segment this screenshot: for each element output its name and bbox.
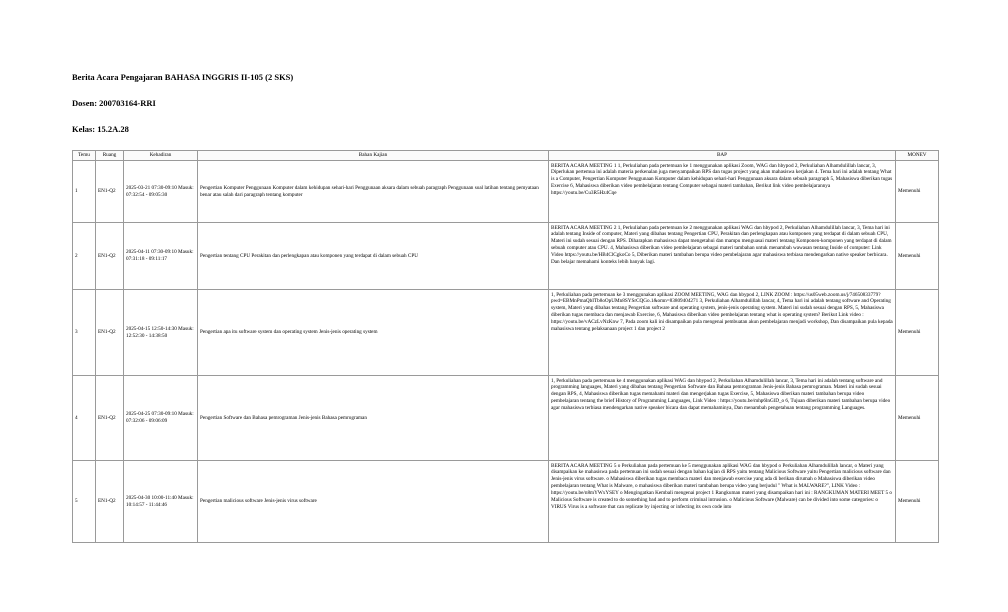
- cell-temu: 2: [73, 223, 96, 290]
- cell-monev: Memenuhi: [896, 290, 939, 376]
- column-header-kehadiran: Kehadiran: [124, 151, 198, 161]
- cell-temu: 5: [73, 461, 96, 543]
- cell-bahan-kajian: Pengertian Software dan Bahasa pemrograman Jenis-jenis Bahasa pemrograman: [198, 376, 549, 461]
- cell-bahan-kajian: Pengertian apa itu software system dan operating system Jenis-jenis operating system: [198, 290, 549, 376]
- cell-ruang: EN1-Q2: [96, 290, 124, 376]
- cell-monev: Memenuhi: [896, 461, 939, 543]
- table-row: [73, 161, 939, 223]
- cell-monev: Memenuhi: [896, 161, 939, 223]
- column-header-bahan-kajian: Bahan Kajian: [198, 151, 549, 161]
- cell-bap: 1, Perkuliahan pada pertemuan ke 3 menggunakan aplikasi ZOOM MEETING, WAG dan hbypod 2, LINK ZOOM : https://us05web.zoom.us/j/74650833779?pwd=EBMnPmaQbITb8oOpUMn8SYSrCQGo.1&omn=83809404271 3, Perkuliahan Alhamdulillah lancar, 4, Tema hari ini adalah tentang software and Operating system, Materi yang dibahas tentang Pengertian software and operating system, jenis-jenis operating system. Materi ini sudah sesuai dengan RPS, 5, Mahasiswa diberikan tugas membaca dan menjawab Exercise, 6, Mahasiswa diberikan video pembelajaran tentang what is operating system? Berikut Link video : https://youtu.be/vACzLvNzKnw 7, Pada zoom kali ini disampaikan pula mengenai pembuatan akun pembelajaran menjadi workshop, Dan disampaikan pula kepada mahasiswa tentang pelaksanaan project 1 dan project 2: [549, 290, 896, 376]
- cell-ruang: EN1-Q2: [96, 461, 124, 543]
- lecturer-label: Dosen: 200703164-RRI: [72, 98, 156, 108]
- cell-ruang: EN1-Q2: [96, 161, 124, 223]
- cell-bap: BERITA ACARA MEETING 2 1, Perkuliahan pada pertemuan ke 2 menggunakan aplikasi WAG dan hbypod 2, Perkuliahan Alhamdulillah lancar, 3, Tema hari ini adalah tentang Inside of computer, Materi yang dibahas tentang Pengertian CPU, Perakitan dan perlengkapan atau komponen yang terdapat di dalam sebuah CPU, Materi ini sudah sesuai dengan RPS. Diharapkan mahasiswa dapat mengetahui dan mampu menguasai materi tentang Komponen-komponen yang terdapat di dalam sebuah computer atau CPU. 4, Mahasiswa diberikan video pembelajaran sebagai materi tambahan untuk menambah wawasan tentang Inside of computer: Link Video https://youtu.be/HB4ClCgkoCo 5, Diberikan materi tambahan berupa video pembelajaran agar mahasiswa terbiasa mendengarkan native speaker berbicara. Dan belajar memahami konteks lebih banyak lagi.: [549, 223, 896, 290]
- cell-bap: 1, Perkuliahan pada pertemuan ke 4 menggunakan aplikasi WAG dan hbypod 2, Perkuliahan Alhamdulillah lancar, 3, Tema hari ini adalah tentang software and programming languages, Materi yang dibahas tentang Pengertian Software dan Bahasa pemrograman Jenis-jenis Bahasa pemrograman. Materi ini sudah sesuai dengan RPS, 4, Mahasiswa diberikan tugas memahami materi dan mengerjakan tugas Exercise, 5, Mahasiswa diberikan materi tambahan berupa video pembelajaran tentang the brief History of Programming Languages, Link Video : https://youtu.be/mhp6lnGlD_o 6, Tujuan diberikan materi tambahan berupa video agar mahasiswa terbiasa mendengarkan native speaker bicara dan dapat memahaminya, Dan menambah pengetahuan tentang programming Languages.: [549, 376, 896, 461]
- table-row: [73, 376, 939, 461]
- column-header-temu: Temu: [73, 151, 96, 161]
- cell-monev: Memenuhi: [896, 376, 939, 461]
- column-header-monev: MONEV: [896, 151, 939, 161]
- table-header-row: [73, 151, 939, 161]
- cell-kehadiran: 2025-04-11 07:30-09:10 Masuk: 07:31:18 - 09:11:17: [124, 223, 198, 290]
- document-title: Berita Acara Pengajaran BAHASA INGGRIS II-105 (2 SKS): [72, 72, 294, 82]
- cell-bap: BERITA ACARA MEETING 1 1, Perkuliahan pada pertemuan ke 1 menggunakan aplikasi Zoom, WAG dan hbypod 2, Perkuliahan Alhamdulillah lancar, 3, Diperlukan pertemua ini adalah materia perkenalan juga menyampaikan RPS dan tugas project yang akan mahasiswa kerjakan 4. Tema hari ini adalah tentang What is a Computer, Pengertian Komputer Penggunaan Komputer dalam kehidupan sehari-hari Penggunaan aksara dalam sebuah paragraph 5, Mahasiswa diberikan tugas Exercise 6, Mahasiswa diberikan video pembelajaran tentang Computer sebagai materi tambahan, Berikut link video pembelajarannya https://youtu.be/Cu3R5Hz4Cqe: [549, 161, 896, 223]
- table-row: [73, 290, 939, 376]
- cell-ruang: EN1-Q2: [96, 223, 124, 290]
- column-header-ruang: Ruang: [96, 151, 124, 161]
- cell-bap: BERITA ACARA MEETING 5 o Perkuliahan pada pertemuan ke 5 menggunakan aplikasi WAG dan hbypod o Perkuliahan Alhamdulillah lancar, o Materi yang disampaikan ke mahasiswa pada pertemuan ini sudah sesuai dengan bahan kajian di RPS yaitu tentang Malicious Software yaitu Pengertian malicious software dan Jenis-jenis virus software. o Mahasiswa diberikan tugas membaca materi dan menjawab exercise yang ada di berikan dirumah o Mahasiswa diberikan video pembelajaran tentang What is Malware, o mahasiswa diberikan materi tambahan berupa video yang berjudul " What is MALWARE?", LINK Video : https://youtu.be/n8mYWxYSEY o Mengingatkan Kembali mengenai project 1 Rangkuman materi yang disampaikan hari ini : RANGKUMAN MATERI MEET 5 o Malicious Software is created to do something bad and to perform criminal intrusion. o Malicious Software (Malware) can be divided into some categories: o VIRUS Virus is a software that can replicate by injecting or infecting its own code into: [549, 461, 896, 543]
- teaching-log-table: [72, 150, 939, 543]
- cell-kehadiran: 2025-04-25 07:30-09:10 Masuk: 07:32:06 - 09:06:09: [124, 376, 198, 461]
- cell-kehadiran: 2025-03-21 07:30-09:10 Masuk: 07:32:54 - 09:05:30: [124, 161, 198, 223]
- table-row: [73, 461, 939, 543]
- cell-temu: 3: [73, 290, 96, 376]
- table-row: [73, 223, 939, 290]
- column-header-bap: BAP: [549, 151, 896, 161]
- cell-temu: 4: [73, 376, 96, 461]
- cell-bahan-kajian: Pengertian tentang CPU Perakitan dan perlengkapan atau komponen yang terdapat di dalam sebuah CPU: [198, 223, 549, 290]
- cell-temu: 1: [73, 161, 96, 223]
- class-label: Kelas: 15.2A.28: [72, 124, 129, 134]
- cell-bahan-kajian: Pengertian Komputer Penggunaan Komputer dalam kehidupan sehari-hari Penggunaan aksara dalam sebuah paragraph Penggunaan soal latihan tentang pemyataan benar atau salah dari paragraph tentang komputer: [198, 161, 549, 223]
- cell-bahan-kajian: Pengertian malicious software Jenis-jenis virus software: [198, 461, 549, 543]
- cell-kehadiran: 2025-04-30 10:00-11:40 Masuk: 10:14:57 - 11:44:46: [124, 461, 198, 543]
- cell-ruang: EN1-Q2: [96, 376, 124, 461]
- cell-monev: Memenuhi: [896, 223, 939, 290]
- cell-kehadiran: 2025-04-15 12:50-14:30 Masuk: 12:52:30 - 14:38:50: [124, 290, 198, 376]
